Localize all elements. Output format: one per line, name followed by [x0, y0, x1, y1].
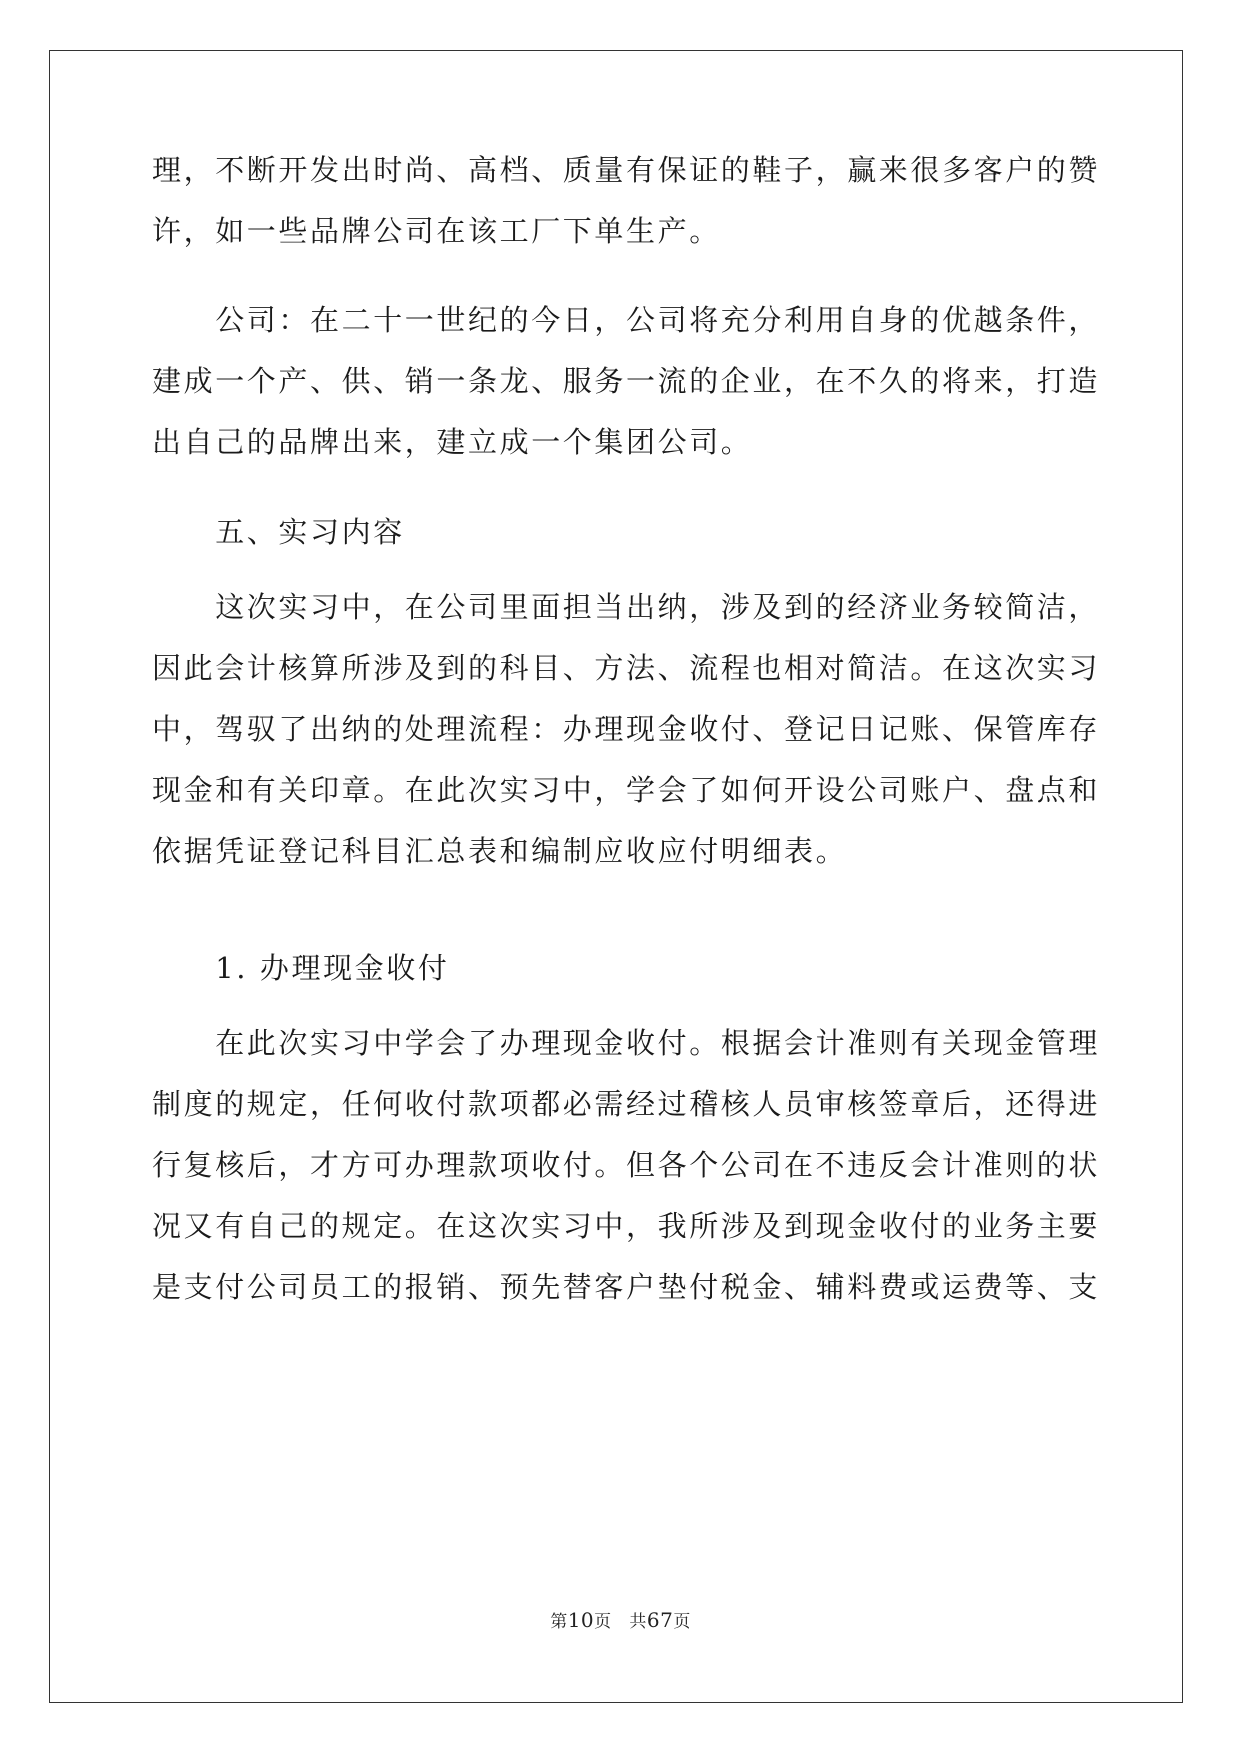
text-line: 在此次实习中学会了办理现金收付。根据会计准则有关现金管理: [152, 1026, 1101, 1060]
body-text: [152, 577, 1101, 882]
body-text: [152, 140, 1101, 262]
text-line: 许，如一些品牌公司在该工厂下单生产。: [152, 214, 721, 248]
current-page-number: 10: [567, 1608, 595, 1632]
text-line: 现金和有关印章。在此次实习中，学会了如何开设公司账户、盘点和: [152, 773, 1101, 807]
text-line: 中，驾驭了出纳的处理流程：办理现金收付、登记日记账、保管库存: [152, 712, 1101, 746]
text-line: 理，不断开发出时尚、高档、质量有保证的鞋子，赢来很多客户的赞: [152, 153, 1101, 187]
heading-line: 1. 办理现金收付: [152, 951, 450, 985]
text-line: 况又有自己的规定。在这次实习中，我所涉及到现金收付的业务主要: [152, 1209, 1101, 1243]
page-footer: [0, 1607, 1241, 1632]
text-line: 这次实习中，在公司里面担当出纳，涉及到的经济业务较简洁，: [152, 590, 1101, 624]
text-line: 行复核后，才方可办理款项收付。但各个公司在不违反会计准则的状: [152, 1148, 1101, 1182]
text-line: 制度的规定，任何收付款项都必需经过稽核人员审核签章后，还得进: [152, 1087, 1101, 1121]
section-heading: [152, 502, 1082, 563]
text-line: 依据凭证登记科目汇总表和编制应收应付明细表。: [152, 834, 848, 868]
footer-total-suffix: 页: [673, 1612, 691, 1632]
footer-page-suffix: 页: [594, 1612, 612, 1632]
total-page-count: 67: [646, 1608, 674, 1632]
text-line: 是支付公司员工的报销、预先替客户垫付税金、辅料费或运费等、支: [152, 1270, 1101, 1304]
text-line: 出自己的品牌出来，建立成一个集团公司。: [152, 425, 753, 459]
footer-prefix: 第: [550, 1612, 568, 1632]
footer-total-prefix: 共: [629, 1612, 647, 1632]
subsection-heading: [152, 938, 1082, 999]
text-line: 建成一个产、供、销一条龙、服务一流的企业，在不久的将来，打造: [152, 364, 1101, 398]
text-line: 因此会计核算所涉及到的科目、方法、流程也相对简洁。在这次实习: [152, 651, 1101, 685]
heading-line: 五、实习内容: [152, 515, 405, 549]
body-text: [152, 290, 1101, 473]
text-line: 公司：在二十一世纪的今日，公司将充分利用自身的优越条件，: [152, 303, 1101, 337]
body-text: [152, 1013, 1101, 1318]
